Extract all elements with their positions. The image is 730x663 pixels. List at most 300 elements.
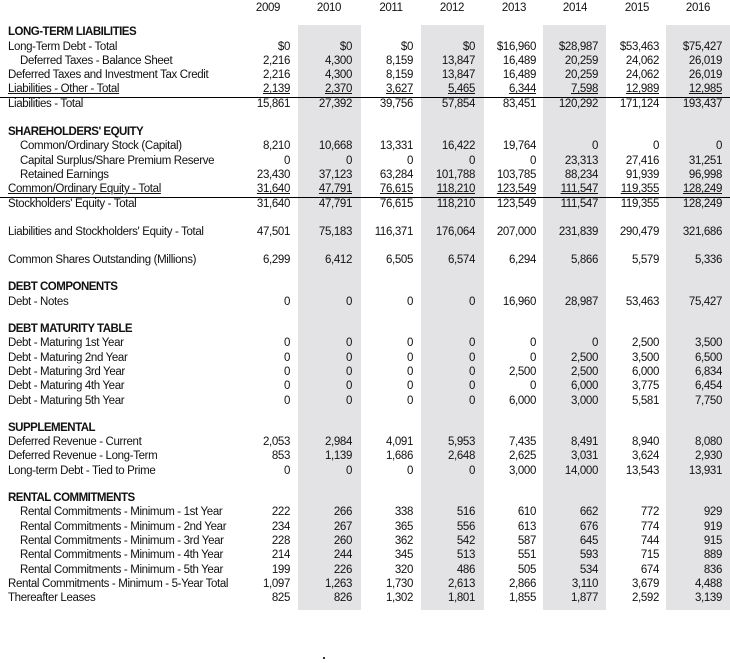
cell-value: 2,500 xyxy=(570,365,598,378)
cell-value: 20,259 xyxy=(564,54,598,67)
cell-value: 171,124 xyxy=(619,97,659,110)
row-label: Liabilities - Total xyxy=(8,97,83,110)
cell-2013 xyxy=(466,577,536,591)
cell-value: 128,249 xyxy=(682,197,722,210)
cell-2014 xyxy=(528,534,598,548)
cell-2012 xyxy=(405,97,475,111)
cell-2011 xyxy=(343,563,413,577)
cell-2010 xyxy=(282,253,352,267)
cell-value: 0 xyxy=(345,295,352,308)
cell-2009 xyxy=(220,365,290,379)
cell-value: 3,624 xyxy=(631,450,659,463)
cell-2014 xyxy=(528,379,598,393)
cell-2013 xyxy=(466,520,536,534)
cell-2009 xyxy=(220,54,290,68)
spacer xyxy=(0,478,730,491)
cell-value: 0 xyxy=(345,154,352,167)
cell-value: 0 xyxy=(406,365,413,378)
cell-2010 xyxy=(282,379,352,393)
cell-2012 xyxy=(405,379,475,393)
cell-value: 267 xyxy=(333,520,352,533)
cell-value: 0 xyxy=(406,464,413,477)
cell-value: 234 xyxy=(271,520,290,533)
cell-2012 xyxy=(405,577,475,591)
table-row xyxy=(0,139,730,153)
cell-value: 47,791 xyxy=(318,197,352,210)
cell-2016 xyxy=(652,577,722,591)
cell-2013 xyxy=(466,253,536,267)
cell-value: 6,834 xyxy=(694,365,722,378)
cell-2011 xyxy=(343,351,413,365)
cell-value: 542 xyxy=(456,534,475,547)
cell-value: 0 xyxy=(406,154,413,167)
row-label: Debt - Notes xyxy=(8,295,69,308)
year-header-row xyxy=(0,1,730,15)
cell-2011 xyxy=(343,253,413,267)
cell-2016 xyxy=(652,40,722,54)
cell-2011 xyxy=(343,548,413,562)
cell-2011 xyxy=(343,97,413,111)
cell-value: 14,000 xyxy=(564,464,598,477)
cell-2014 xyxy=(528,563,598,577)
row-label: Long-term Debt - Tied to Prime xyxy=(8,464,156,477)
section-title-text: SUPPLEMENTAL xyxy=(8,421,96,434)
cell-2010 xyxy=(282,154,352,168)
cell-value: 0 xyxy=(345,337,352,350)
cell-2015 xyxy=(589,365,659,379)
cell-2012 xyxy=(405,563,475,577)
cell-2013 xyxy=(466,154,536,168)
table-row xyxy=(0,82,730,96)
cell-value: $53,463 xyxy=(619,40,659,53)
cell-2016 xyxy=(652,351,722,365)
cell-2009 xyxy=(220,563,290,577)
year-header-2009: 2009 xyxy=(255,2,281,14)
year-header-2014: 2014 xyxy=(562,2,588,14)
cell-value: 0 xyxy=(283,380,290,393)
cell-value: 118,210 xyxy=(436,197,475,210)
row-label: Rental Commitments - Minimum - 5th Year xyxy=(20,563,224,576)
cell-value: 120,292 xyxy=(558,97,598,110)
cell-2015 xyxy=(589,253,659,267)
section-title-text: DEBT COMPONENTS xyxy=(8,281,118,294)
cell-value: 513 xyxy=(456,549,475,562)
cell-value: 0 xyxy=(345,351,352,364)
cell-2016 xyxy=(652,197,722,211)
cell-2011 xyxy=(343,182,413,196)
cell-value: 16,422 xyxy=(441,140,475,153)
cell-2013 xyxy=(466,97,536,111)
cell-value: 6,412 xyxy=(324,254,352,267)
cell-value: 26,019 xyxy=(688,69,722,82)
cell-value: 23,313 xyxy=(564,154,598,167)
cell-value: 613 xyxy=(517,520,536,533)
table-row xyxy=(0,40,730,54)
cell-2016 xyxy=(652,82,722,96)
cell-value: 321,686 xyxy=(682,225,722,238)
year-header-2015: 2015 xyxy=(624,2,650,14)
cell-2012 xyxy=(405,82,475,96)
table-row xyxy=(0,534,730,548)
cell-value: 20,259 xyxy=(564,69,598,82)
cell-value: 13,847 xyxy=(441,54,475,67)
spacer xyxy=(0,408,730,421)
cell-value: 2,139 xyxy=(262,83,290,96)
cell-2009 xyxy=(220,520,290,534)
table-row xyxy=(0,379,730,393)
cell-2009 xyxy=(220,379,290,393)
table-row xyxy=(0,548,730,562)
cell-value: 76,615 xyxy=(379,183,413,196)
cell-value: 919 xyxy=(703,520,722,533)
cell-2016 xyxy=(652,563,722,577)
section-title xyxy=(0,280,730,294)
cell-value: $0 xyxy=(400,40,413,53)
cell-value: 5,581 xyxy=(631,394,659,407)
cell-2016 xyxy=(652,435,722,449)
cell-2014 xyxy=(528,505,598,519)
cell-value: 6,294 xyxy=(508,254,536,267)
cell-value: 534 xyxy=(579,563,598,576)
cell-value: 5,953 xyxy=(447,436,475,449)
row-label: Liabilities and Stockholders' Equity - Total xyxy=(8,225,204,238)
table-row xyxy=(0,97,730,111)
cell-2012 xyxy=(405,505,475,519)
cell-value: 6,344 xyxy=(508,83,536,96)
cell-2016 xyxy=(652,365,722,379)
cell-value: 31,640 xyxy=(256,197,290,210)
cell-2015 xyxy=(589,40,659,54)
row-label: Rental Commitments - Minimum - 4th Year xyxy=(20,549,224,562)
cell-2011 xyxy=(343,394,413,408)
cell-value: 0 xyxy=(406,337,413,350)
cell-value: 593 xyxy=(579,549,598,562)
cell-value: 27,416 xyxy=(625,154,659,167)
cell-value: 1,801 xyxy=(447,592,475,605)
cell-2011 xyxy=(343,168,413,182)
cell-2013 xyxy=(466,225,536,239)
cell-value: 16,489 xyxy=(502,54,536,67)
cell-value: 16,489 xyxy=(502,69,536,82)
cell-value: 676 xyxy=(579,520,598,533)
cell-value: 516 xyxy=(456,506,475,519)
cell-value: 929 xyxy=(703,506,722,519)
cell-2012 xyxy=(405,591,475,605)
year-header-2012: 2012 xyxy=(439,2,465,14)
cell-value: 836 xyxy=(703,563,722,576)
table-row xyxy=(0,168,730,182)
cell-2015 xyxy=(589,351,659,365)
cell-value: 6,299 xyxy=(262,254,290,267)
cell-value: 338 xyxy=(394,506,413,519)
cell-value: 3,627 xyxy=(385,83,413,96)
cell-value: 1,263 xyxy=(324,577,352,590)
cell-2013 xyxy=(466,464,536,478)
cell-value: 47,501 xyxy=(256,225,290,238)
year-header-2013: 2013 xyxy=(501,2,527,14)
row-label: Capital Surplus/Share Premium Reserve xyxy=(20,154,215,167)
cell-value: 88,234 xyxy=(564,168,598,181)
table-row xyxy=(0,182,730,196)
cell-2011 xyxy=(343,82,413,96)
cell-value: 101,788 xyxy=(435,168,475,181)
cell-value: 3,500 xyxy=(631,351,659,364)
cell-value: 4,300 xyxy=(324,54,352,67)
cell-2009 xyxy=(220,97,290,111)
cell-value: 320 xyxy=(394,563,413,576)
cell-2011 xyxy=(343,365,413,379)
cell-2014 xyxy=(528,68,598,82)
cell-value: 244 xyxy=(333,549,352,562)
cell-2014 xyxy=(528,54,598,68)
cell-2011 xyxy=(343,591,413,605)
cell-2012 xyxy=(405,40,475,54)
cell-value: 111,547 xyxy=(560,197,598,210)
row-label: Debt - Maturing 2nd Year xyxy=(8,351,128,364)
cell-value: 123,549 xyxy=(496,197,536,210)
cell-2012 xyxy=(405,54,475,68)
cell-value: 1,097 xyxy=(262,577,290,590)
cell-value: 365 xyxy=(394,520,413,533)
cell-value: $0 xyxy=(339,40,352,53)
cell-2011 xyxy=(343,295,413,309)
cell-2015 xyxy=(589,505,659,519)
cell-2010 xyxy=(282,563,352,577)
cell-value: 0 xyxy=(591,337,598,350)
cell-value: 2,500 xyxy=(570,351,598,364)
cell-value: 6,574 xyxy=(447,254,475,267)
cell-2009 xyxy=(220,139,290,153)
cell-value: 0 xyxy=(406,380,413,393)
year-header-2011: 2011 xyxy=(379,2,403,14)
cell-value: 103,785 xyxy=(496,168,536,181)
cell-2012 xyxy=(405,295,475,309)
cell-value: 75,183 xyxy=(318,225,352,238)
cell-2012 xyxy=(405,520,475,534)
cell-2014 xyxy=(528,591,598,605)
cell-2016 xyxy=(652,394,722,408)
cell-value: 3,500 xyxy=(694,337,722,350)
cell-2010 xyxy=(282,97,352,111)
cell-value: 3,031 xyxy=(570,450,598,463)
cell-2009 xyxy=(220,182,290,196)
cell-2015 xyxy=(589,54,659,68)
cell-2015 xyxy=(589,336,659,350)
row-label: Common/Ordinary Equity - Total xyxy=(8,183,161,196)
cell-value: 825 xyxy=(271,592,290,605)
table-row xyxy=(0,197,730,211)
cell-value: 3,000 xyxy=(508,464,536,477)
cell-2009 xyxy=(220,464,290,478)
cell-value: 362 xyxy=(394,534,413,547)
table-row xyxy=(0,591,730,605)
cell-2010 xyxy=(282,54,352,68)
cell-2012 xyxy=(405,182,475,196)
cell-value: 1,686 xyxy=(385,450,413,463)
cell-value: $0 xyxy=(277,40,290,53)
cell-value: 772 xyxy=(640,506,659,519)
row-label: Deferred Taxes - Balance Sheet xyxy=(20,54,173,67)
row-label: Common/Ordinary Stock (Capital) xyxy=(20,140,182,153)
cell-2009 xyxy=(220,394,290,408)
cell-value: 47,791 xyxy=(318,183,352,196)
cell-value: 5,866 xyxy=(570,254,598,267)
cell-2013 xyxy=(466,505,536,519)
cell-value: 7,435 xyxy=(508,436,536,449)
cell-value: 674 xyxy=(640,563,659,576)
cell-2013 xyxy=(466,139,536,153)
cell-value: 111,547 xyxy=(560,183,598,196)
cell-2014 xyxy=(528,295,598,309)
cell-value: 10,668 xyxy=(318,140,352,153)
cell-value: 31,251 xyxy=(688,154,722,167)
table-row xyxy=(0,365,730,379)
cell-2014 xyxy=(528,154,598,168)
cell-value: 0 xyxy=(345,365,352,378)
cell-2010 xyxy=(282,577,352,591)
cell-2012 xyxy=(405,464,475,478)
cell-value: 0 xyxy=(652,140,659,153)
cell-2015 xyxy=(589,520,659,534)
cell-value: 290,479 xyxy=(619,225,659,238)
cell-value: 226 xyxy=(333,563,352,576)
table-row xyxy=(0,435,730,449)
spacer xyxy=(0,605,730,618)
table-row xyxy=(0,351,730,365)
row-label: Deferred Taxes and Investment Tax Credit xyxy=(8,69,209,82)
cell-value: 1,139 xyxy=(324,450,352,463)
section-title xyxy=(0,25,730,39)
cell-2014 xyxy=(528,365,598,379)
cell-value: 0 xyxy=(591,140,598,153)
cell-value: 2,592 xyxy=(631,592,659,605)
cell-value: 231,839 xyxy=(558,225,598,238)
cell-2011 xyxy=(343,197,413,211)
table-row xyxy=(0,449,730,463)
cell-2009 xyxy=(220,577,290,591)
cell-2013 xyxy=(466,365,536,379)
cell-2011 xyxy=(343,464,413,478)
cell-value: 2,984 xyxy=(324,436,352,449)
table-row xyxy=(0,336,730,350)
cell-2011 xyxy=(343,40,413,54)
section-title-text: RENTAL COMMITMENTS xyxy=(8,492,135,505)
cell-2016 xyxy=(652,253,722,267)
cell-2009 xyxy=(220,40,290,54)
row-label: Debt - Maturing 5th Year xyxy=(8,394,125,407)
row-label: Rental Commitments - Minimum - 2nd Year xyxy=(20,520,227,533)
cell-value: 8,940 xyxy=(631,436,659,449)
cell-2012 xyxy=(405,336,475,350)
cell-2014 xyxy=(528,197,598,211)
cell-value: 774 xyxy=(640,520,659,533)
cell-value: 486 xyxy=(456,563,475,576)
cell-2009 xyxy=(220,168,290,182)
cell-2011 xyxy=(343,505,413,519)
row-label: Stockholders' Equity - Total xyxy=(8,197,137,210)
cell-2014 xyxy=(528,40,598,54)
cell-value: 744 xyxy=(640,534,659,547)
row-label: Rental Commitments - Minimum - 3rd Year xyxy=(20,534,224,547)
cell-value: 4,488 xyxy=(694,577,722,590)
cell-value: 0 xyxy=(406,351,413,364)
spacer xyxy=(0,267,730,280)
cell-value: 116,371 xyxy=(374,225,413,238)
cell-value: 2,648 xyxy=(447,450,475,463)
cell-2009 xyxy=(220,505,290,519)
cell-2010 xyxy=(282,534,352,548)
cell-value: 199 xyxy=(271,563,290,576)
cell-value: 0 xyxy=(529,351,536,364)
cell-2013 xyxy=(466,548,536,562)
cell-2010 xyxy=(282,464,352,478)
cell-2011 xyxy=(343,68,413,82)
cell-2012 xyxy=(405,449,475,463)
spacer xyxy=(0,309,730,322)
cell-value: 266 xyxy=(333,506,352,519)
cell-value: 915 xyxy=(703,534,722,547)
cell-2014 xyxy=(528,225,598,239)
cell-2011 xyxy=(343,435,413,449)
cell-2010 xyxy=(282,505,352,519)
cell-2016 xyxy=(652,68,722,82)
cell-2010 xyxy=(282,520,352,534)
cell-2011 xyxy=(343,577,413,591)
cell-2009 xyxy=(220,225,290,239)
cell-value: 0 xyxy=(283,394,290,407)
cell-2012 xyxy=(405,154,475,168)
cell-2010 xyxy=(282,40,352,54)
cell-2012 xyxy=(405,435,475,449)
cell-value: 5,336 xyxy=(694,254,722,267)
cell-value: 2,866 xyxy=(508,577,536,590)
cell-2013 xyxy=(466,197,536,211)
cell-2009 xyxy=(220,336,290,350)
cell-value: 0 xyxy=(345,394,352,407)
section-title xyxy=(0,421,730,435)
cell-2009 xyxy=(220,591,290,605)
cell-value: 0 xyxy=(468,394,475,407)
row-label: Debt - Maturing 3rd Year xyxy=(8,365,125,378)
cell-2011 xyxy=(343,336,413,350)
row-label: Deferred Revenue - Current xyxy=(8,436,142,449)
cell-2016 xyxy=(652,336,722,350)
table-row xyxy=(0,54,730,68)
cell-value: 0 xyxy=(283,464,290,477)
spacer xyxy=(0,211,730,225)
cell-2016 xyxy=(652,97,722,111)
cell-2012 xyxy=(405,351,475,365)
row-label: Deferred Revenue - Long-Term xyxy=(8,450,158,463)
cell-2015 xyxy=(589,449,659,463)
section-title xyxy=(0,125,730,139)
cell-value: 0 xyxy=(283,154,290,167)
cell-value: 0 xyxy=(468,380,475,393)
cell-2013 xyxy=(466,54,536,68)
cell-value: 2,216 xyxy=(262,69,290,82)
cell-value: $0 xyxy=(462,40,475,53)
cell-value: 2,053 xyxy=(262,436,290,449)
cell-value: 0 xyxy=(468,351,475,364)
cell-value: 889 xyxy=(703,549,722,562)
cell-value: 24,062 xyxy=(625,54,659,67)
cell-2010 xyxy=(282,182,352,196)
row-label: Common Shares Outstanding (Millions) xyxy=(8,254,197,267)
cell-2015 xyxy=(589,168,659,182)
cell-2013 xyxy=(466,394,536,408)
cell-2013 xyxy=(466,40,536,54)
cell-value: 214 xyxy=(271,549,290,562)
